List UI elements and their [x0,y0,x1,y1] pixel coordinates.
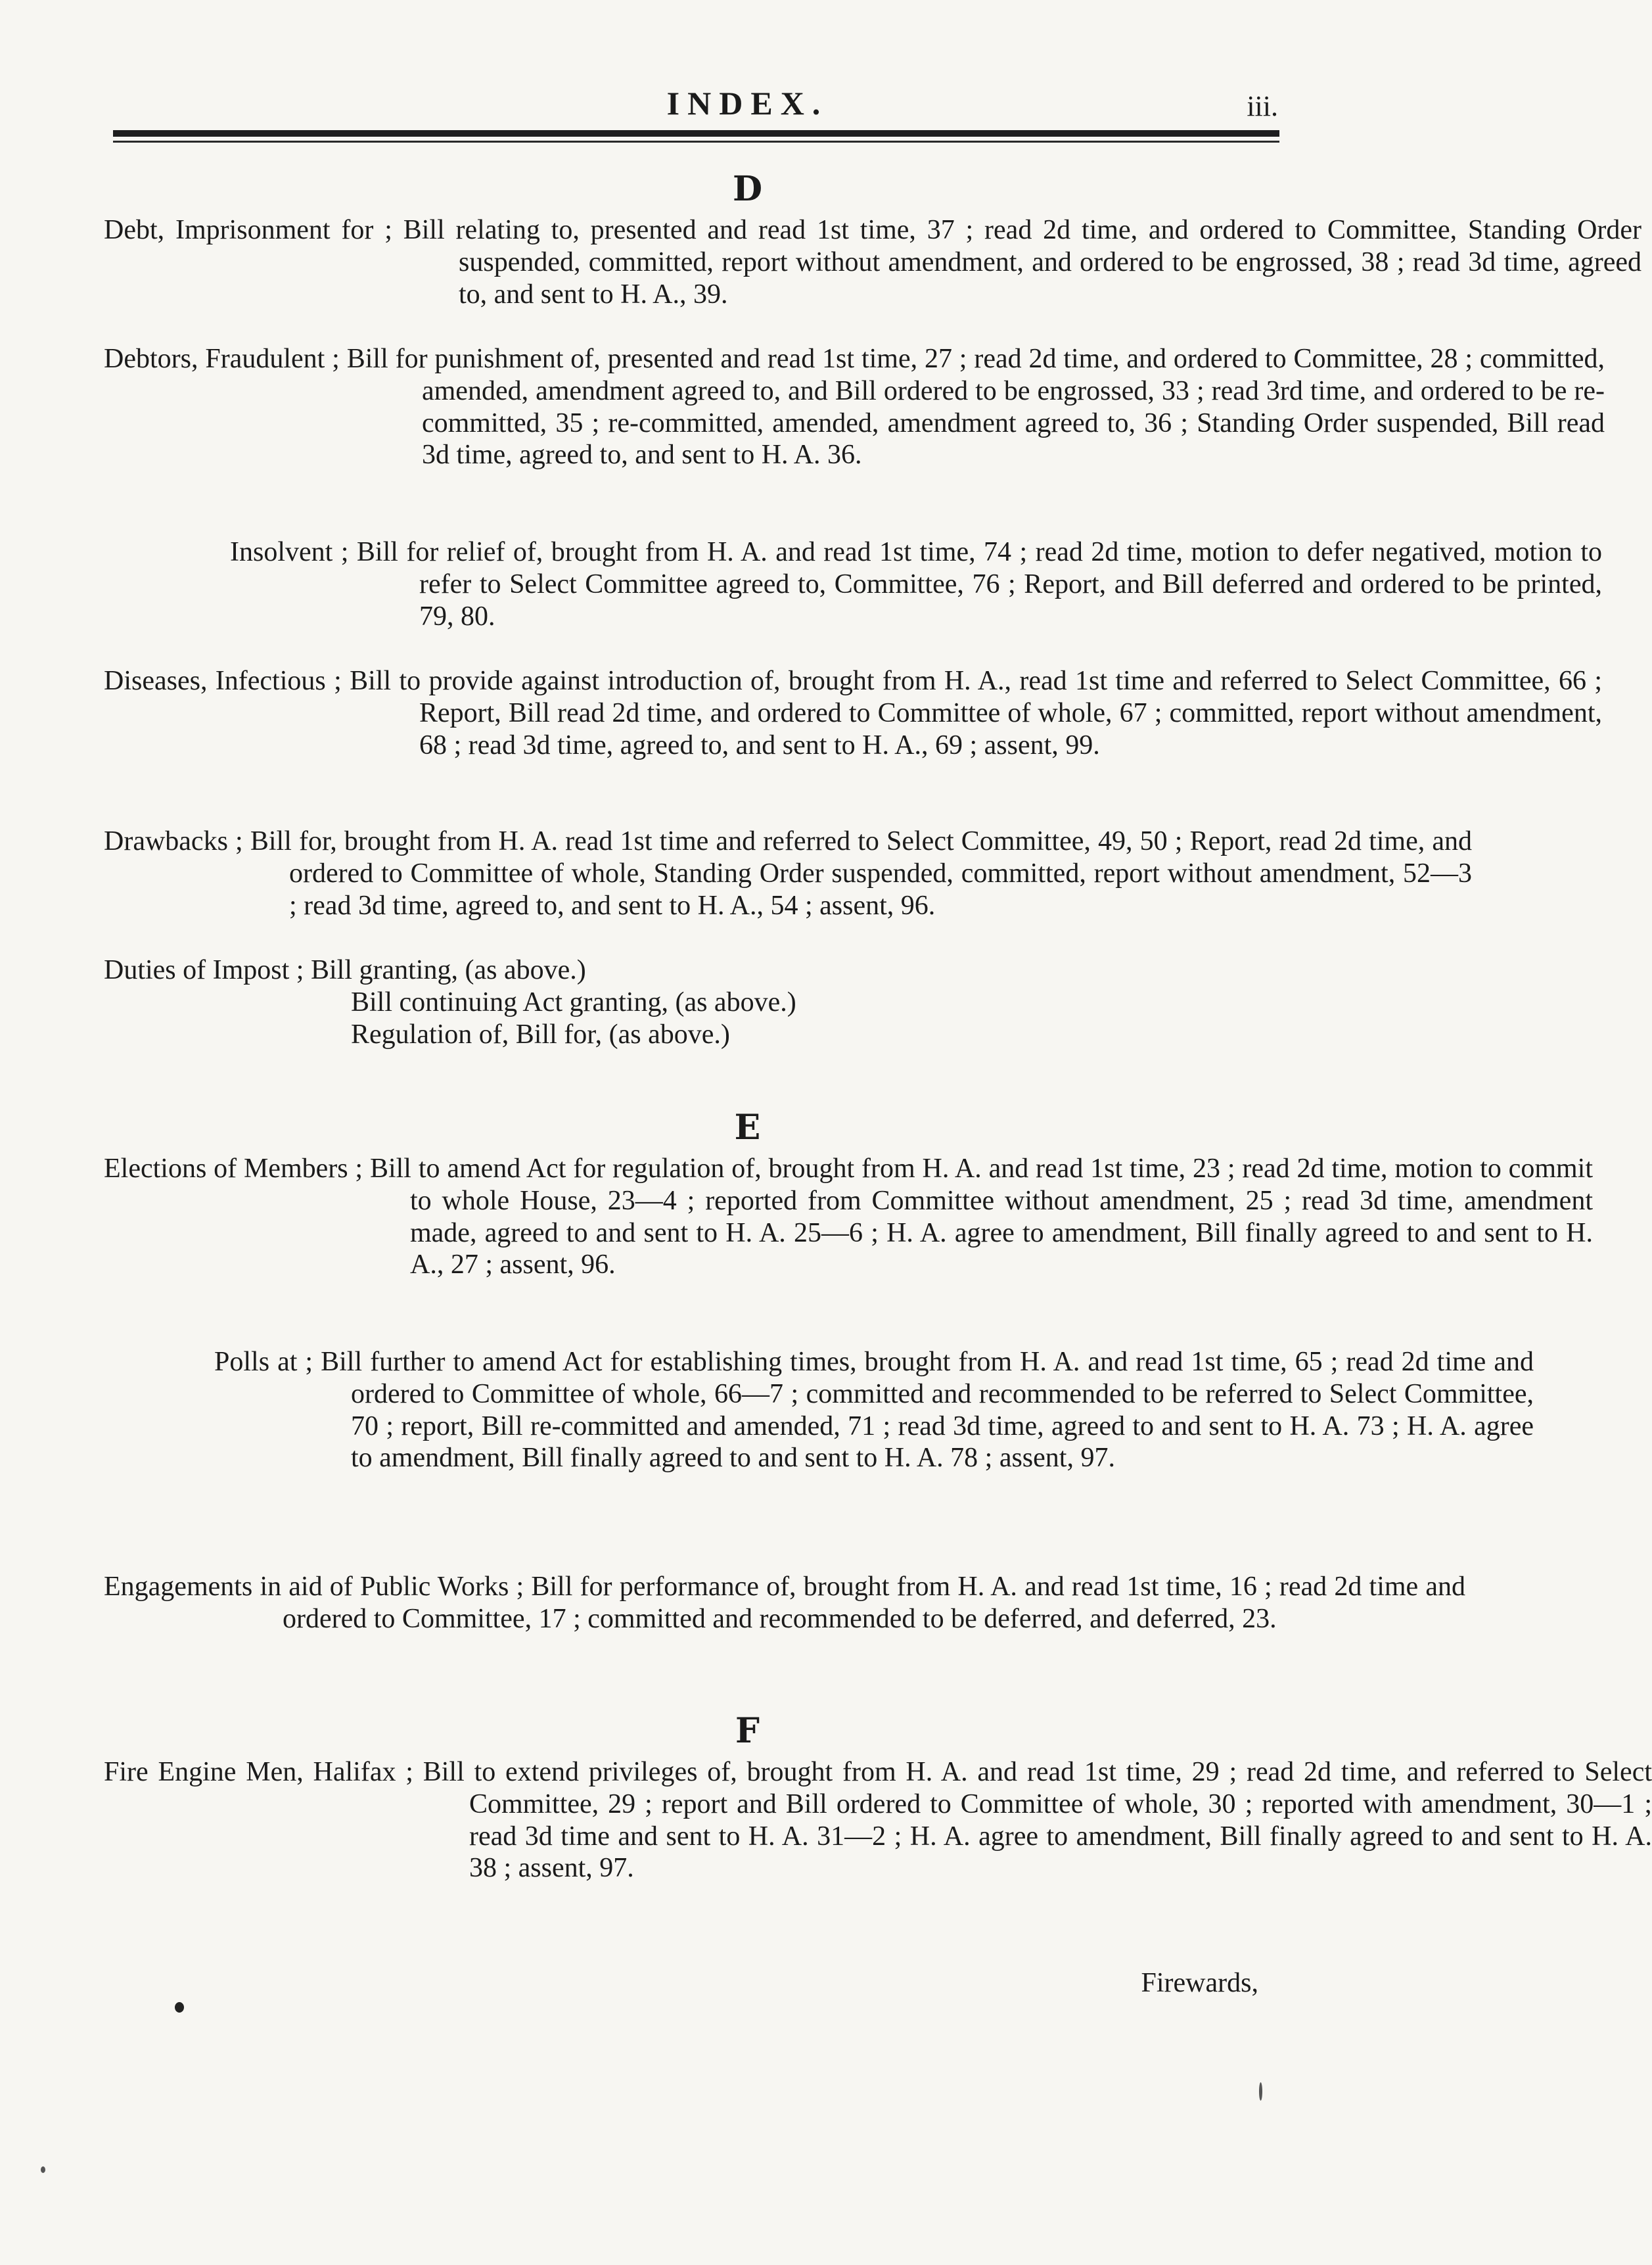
entry-text: Bill to provide against introduction of, brought from H. A., read 1st time and referred to Select Committee, 66 ; Report, Bill read 2d time, and ordered to Committee of whole, 67 ; committed, report without amendment, 68 ; read 3d time, agreed to, and sent to H. A., 69 ; assent, 99. [350,666,1602,760]
index-entry [104,343,1605,471]
section-letter-e: E [734,1108,761,1148]
index-entry [104,987,1534,1019]
catchword: Firewards, [1141,1968,1258,1998]
ink-speck [41,2166,45,2173]
entry-text: Regulation of, Bill for, (as above.) [351,1019,730,1050]
header-rule-thin [113,141,1279,143]
header-rule-thick [113,130,1279,137]
entry-heading: Debt, Imprisonment for ; [104,215,392,245]
entry-heading: Duties of Impost ; [104,955,304,985]
index-entry [104,665,1602,761]
index-entry [104,954,1534,987]
index-entry [104,214,1641,310]
ink-speck [1259,2082,1262,2101]
index-entry [104,1756,1652,1884]
index-entry [104,536,1602,632]
entry-text: Bill for relief of, brought from H. A. and read 1st time, 74 ; read 2d time, motion to defer negatived, motion to refer to Select Committee agreed to, Committee, 76 ; Report, and Bill deferred and ordered to be printed, 79, 80. [356,537,1603,632]
entry-heading: Drawbacks ; [104,826,243,856]
index-entry [104,1571,1465,1635]
entry-heading: Fire Engine Men, Halifax ; [104,1757,413,1787]
entry-text: Bill for punishment of, presented and read 1st time, 27 ; read 2d time, and ordered to Committee, 28 ; committed, amended, amendment agreed to, and Bill ordered to be engrossed, 33 ; read 3rd time, and ordered to be re-committed, 35 ; re-committed, amended, amendment agreed to, 36 ; Standing Order suspended, Bill read 3d time, agreed to, and sent to H. A. 36. [346,344,1605,471]
index-entry [104,1153,1593,1281]
entry-text: Bill relating to, presented and read 1st time, 37 ; read 2d time, and ordered to Committee, Standing Order suspended, committed, report without amendment, and ordered to be engrossed, 38 ; read 3d time, agreed to, and sent to H. A., 39. [403,215,1642,310]
index-entry [104,1019,1534,1051]
entry-heading: Insolvent ; [230,537,349,567]
page-number: iii. [1247,90,1278,122]
entry-heading: Engagements in aid of Public Works ; [104,1572,524,1602]
entry-text: Bill to extend privileges of, brought from H. A. and read 1st time, 29 ; read 2d time, and referred to Select Committee, 29 ; report and Bill ordered to Committee of whole, 30 ; reported with amendment, 30—1 ; read 3d time and sent to H. A. 31—2 ; H. A. agree to amendment, Bill finally agreed to and sent to H. A. 38 ; assent, 97. [423,1757,1652,1884]
entry-text: Bill for performance of, brought from H. A. and read 1st time, 16 ; read 2d time and ordered to Committee, 17 ; committed and recommended to be deferred, and deferred, 23. [283,1572,1465,1634]
index-entry [104,1346,1534,1474]
entry-text: Bill further to amend Act for establishing times, brought from H. A. and read 1st time, 65 ; read 2d time and ordered to Committee of whole, 66—7 ; committed and recommended to be referred to Select Committee, 70 ; report, Bill re-committed and amended, 71 ; read 3d time, agreed to and sent to H. A. 73 ; H. A. agree to amendment, Bill finally agreed to and sent to H. A. 78 ; assent, 97. [321,1347,1534,1474]
entry-heading: Polls at ; [214,1347,313,1377]
entry-heading: Elections of Members ; [104,1154,363,1184]
index-entry [104,826,1472,922]
ink-spot [175,2002,184,2013]
entry-heading: Diseases, Infectious ; [104,666,342,696]
entry-text: Bill granting, (as above.) [310,955,586,985]
entry-heading: Debtors, Fraudulent ; [104,344,340,374]
section-letter-f: F [735,1711,760,1751]
entry-text: Bill for, brought from H. A. read 1st time and referred to Select Committee, 49, 50 ; Report, read 2d time, and ordered to Committee of whole, Standing Order suspended, committed, report without amendment, 52—3 ; read 3d time, agreed to, and sent to H. A., 54 ; assent, 96. [250,826,1472,921]
section-letter-d: D [732,169,763,209]
entry-text: Bill to amend Act for regulation of, brought from H. A. and read 1st time, 23 ; read 2d time, motion to commit to whole House, 23—4 ; reported from Committee without amendment, 25 ; read 3d time, amendment made, agreed to and sent to H. A. 25—6 ; H. A. agree to amendment, Bill finally agreed to and sent to H. A., 27 ; assent, 96. [369,1154,1593,1280]
page-title: INDEX. [666,85,829,122]
entry-text: Bill continuing Act granting, (as above.) [351,987,796,1017]
